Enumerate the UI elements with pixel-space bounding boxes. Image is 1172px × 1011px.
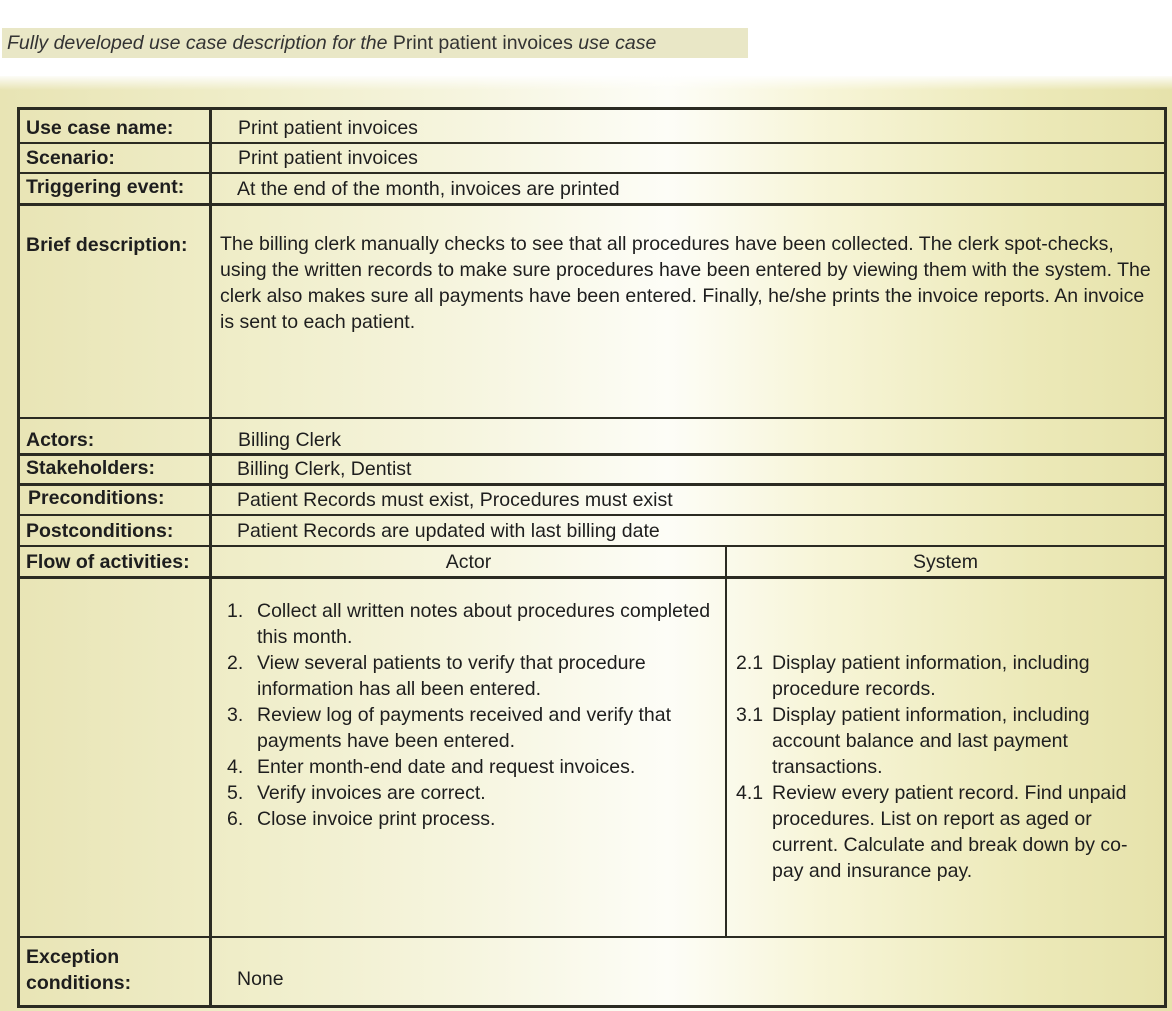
use-case-name-label: Use case name:: [26, 117, 174, 139]
flow-step-number: 2.1: [736, 652, 764, 674]
scenario-label: Scenario:: [26, 147, 115, 169]
flow-step-text: Review log of payments received and verify that payments have been entered.: [257, 704, 672, 752]
flow-step-text: Verify invoices are correct.: [257, 782, 486, 804]
triggering-event-value: At the end of the month, invoices are printed: [237, 178, 620, 200]
row-divider: [17, 576, 1167, 579]
row-divider: [17, 417, 1167, 419]
flow-step: [736, 650, 1156, 702]
caption-prefix: Fully developed use case description for the: [7, 32, 393, 54]
row-divider: [17, 483, 1167, 486]
flow-step-number: 4.: [227, 756, 244, 778]
row-divider: [17, 545, 1167, 547]
table-border-top: [17, 107, 1167, 110]
triggering-event-label: Triggering event:: [26, 176, 185, 198]
actors-value: Billing Clerk: [238, 429, 341, 451]
preconditions-label: Preconditions:: [28, 487, 165, 509]
flow-step-number: 3.1: [736, 704, 764, 726]
flow-step: [227, 598, 722, 650]
row-divider: [17, 936, 1167, 938]
system-steps-list: [736, 650, 1156, 884]
flow-step-text: Display patient information, including account balance and last payment transactions.: [772, 704, 1090, 778]
scenario-value: Print patient invoices: [238, 147, 418, 169]
flow-of-activities-label: Flow of activities:: [26, 551, 190, 573]
flow-step: [736, 702, 1156, 780]
exception-conditions-label-line1: Exception: [26, 946, 120, 968]
exception-conditions-value: None: [237, 968, 284, 990]
flow-step-number: 4.1: [736, 782, 764, 804]
brief-description-label: Brief description:: [26, 234, 188, 256]
flow-step-number: 1.: [227, 600, 244, 622]
use-case-name-value: Print patient invoices: [238, 117, 418, 139]
flow-step-text: Enter month-end date and request invoices.: [257, 756, 636, 778]
flow-step-text: Collect all written notes about procedures completed this month.: [257, 600, 711, 648]
flow-step-number: 2.: [227, 652, 244, 674]
table-border-bottom: [17, 1005, 1167, 1008]
actor-system-divider: [725, 545, 727, 937]
panel-top-fade: [0, 76, 1172, 90]
flow-step: [227, 780, 722, 806]
postconditions-value: Patient Records are updated with last billing date: [237, 520, 660, 542]
system-column-header: System: [912, 551, 978, 573]
actors-label: Actors:: [26, 429, 95, 451]
brief-description-value: The billing clerk manually checks to see that all procedures have been collected. The clerk spot-checks, using the written records to make sure procedures have been entered by viewing them with the system. The clerk also makes sure all payments have been entered. Finally, he/she prints the invoice reports. An invoice is sent to each patient.: [220, 233, 1151, 333]
row-divider: [17, 453, 1167, 456]
flow-step-number: 5.: [227, 782, 244, 804]
flow-step: [736, 780, 1156, 884]
flow-step: [227, 754, 722, 780]
table-border-right: [1164, 107, 1167, 1008]
actor-column-header: Actor: [445, 551, 492, 573]
row-divider: [17, 142, 1167, 144]
caption-use-case-name: Print patient invoices: [392, 32, 573, 54]
actor-steps-list: [227, 598, 722, 832]
flow-step-number: 6.: [227, 808, 244, 830]
flow-step: [227, 650, 722, 702]
row-divider: [17, 514, 1167, 516]
postconditions-label: Postconditions:: [26, 520, 174, 542]
flow-step-number: 3.: [227, 704, 244, 726]
row-divider: [17, 172, 1167, 174]
stakeholders-value: Billing Clerk, Dentist: [237, 458, 412, 480]
use-case-table: [17, 107, 1167, 1008]
stakeholders-label: Stakeholders:: [26, 457, 155, 479]
caption-suffix: use case: [572, 32, 657, 54]
exception-conditions-label-line2: conditions:: [26, 972, 132, 994]
flow-step-text: View several patients to verify that procedure information has all been entered.: [257, 652, 646, 700]
flow-step-text: Review every patient record. Find unpaid procedures. List on report as aged or current. Calculate and break down by co-pay and insurance pay.: [772, 782, 1128, 882]
flow-step-text: Close invoice print process.: [257, 808, 496, 830]
preconditions-value: Patient Records must exist, Procedures must exist: [237, 489, 673, 511]
figure-caption: [2, 28, 748, 58]
flow-step: [227, 702, 722, 754]
row-divider: [17, 203, 1167, 206]
table-border-left: [17, 107, 20, 1008]
flow-step-text: Display patient information, including procedure records.: [772, 652, 1090, 700]
flow-step: [227, 806, 722, 832]
